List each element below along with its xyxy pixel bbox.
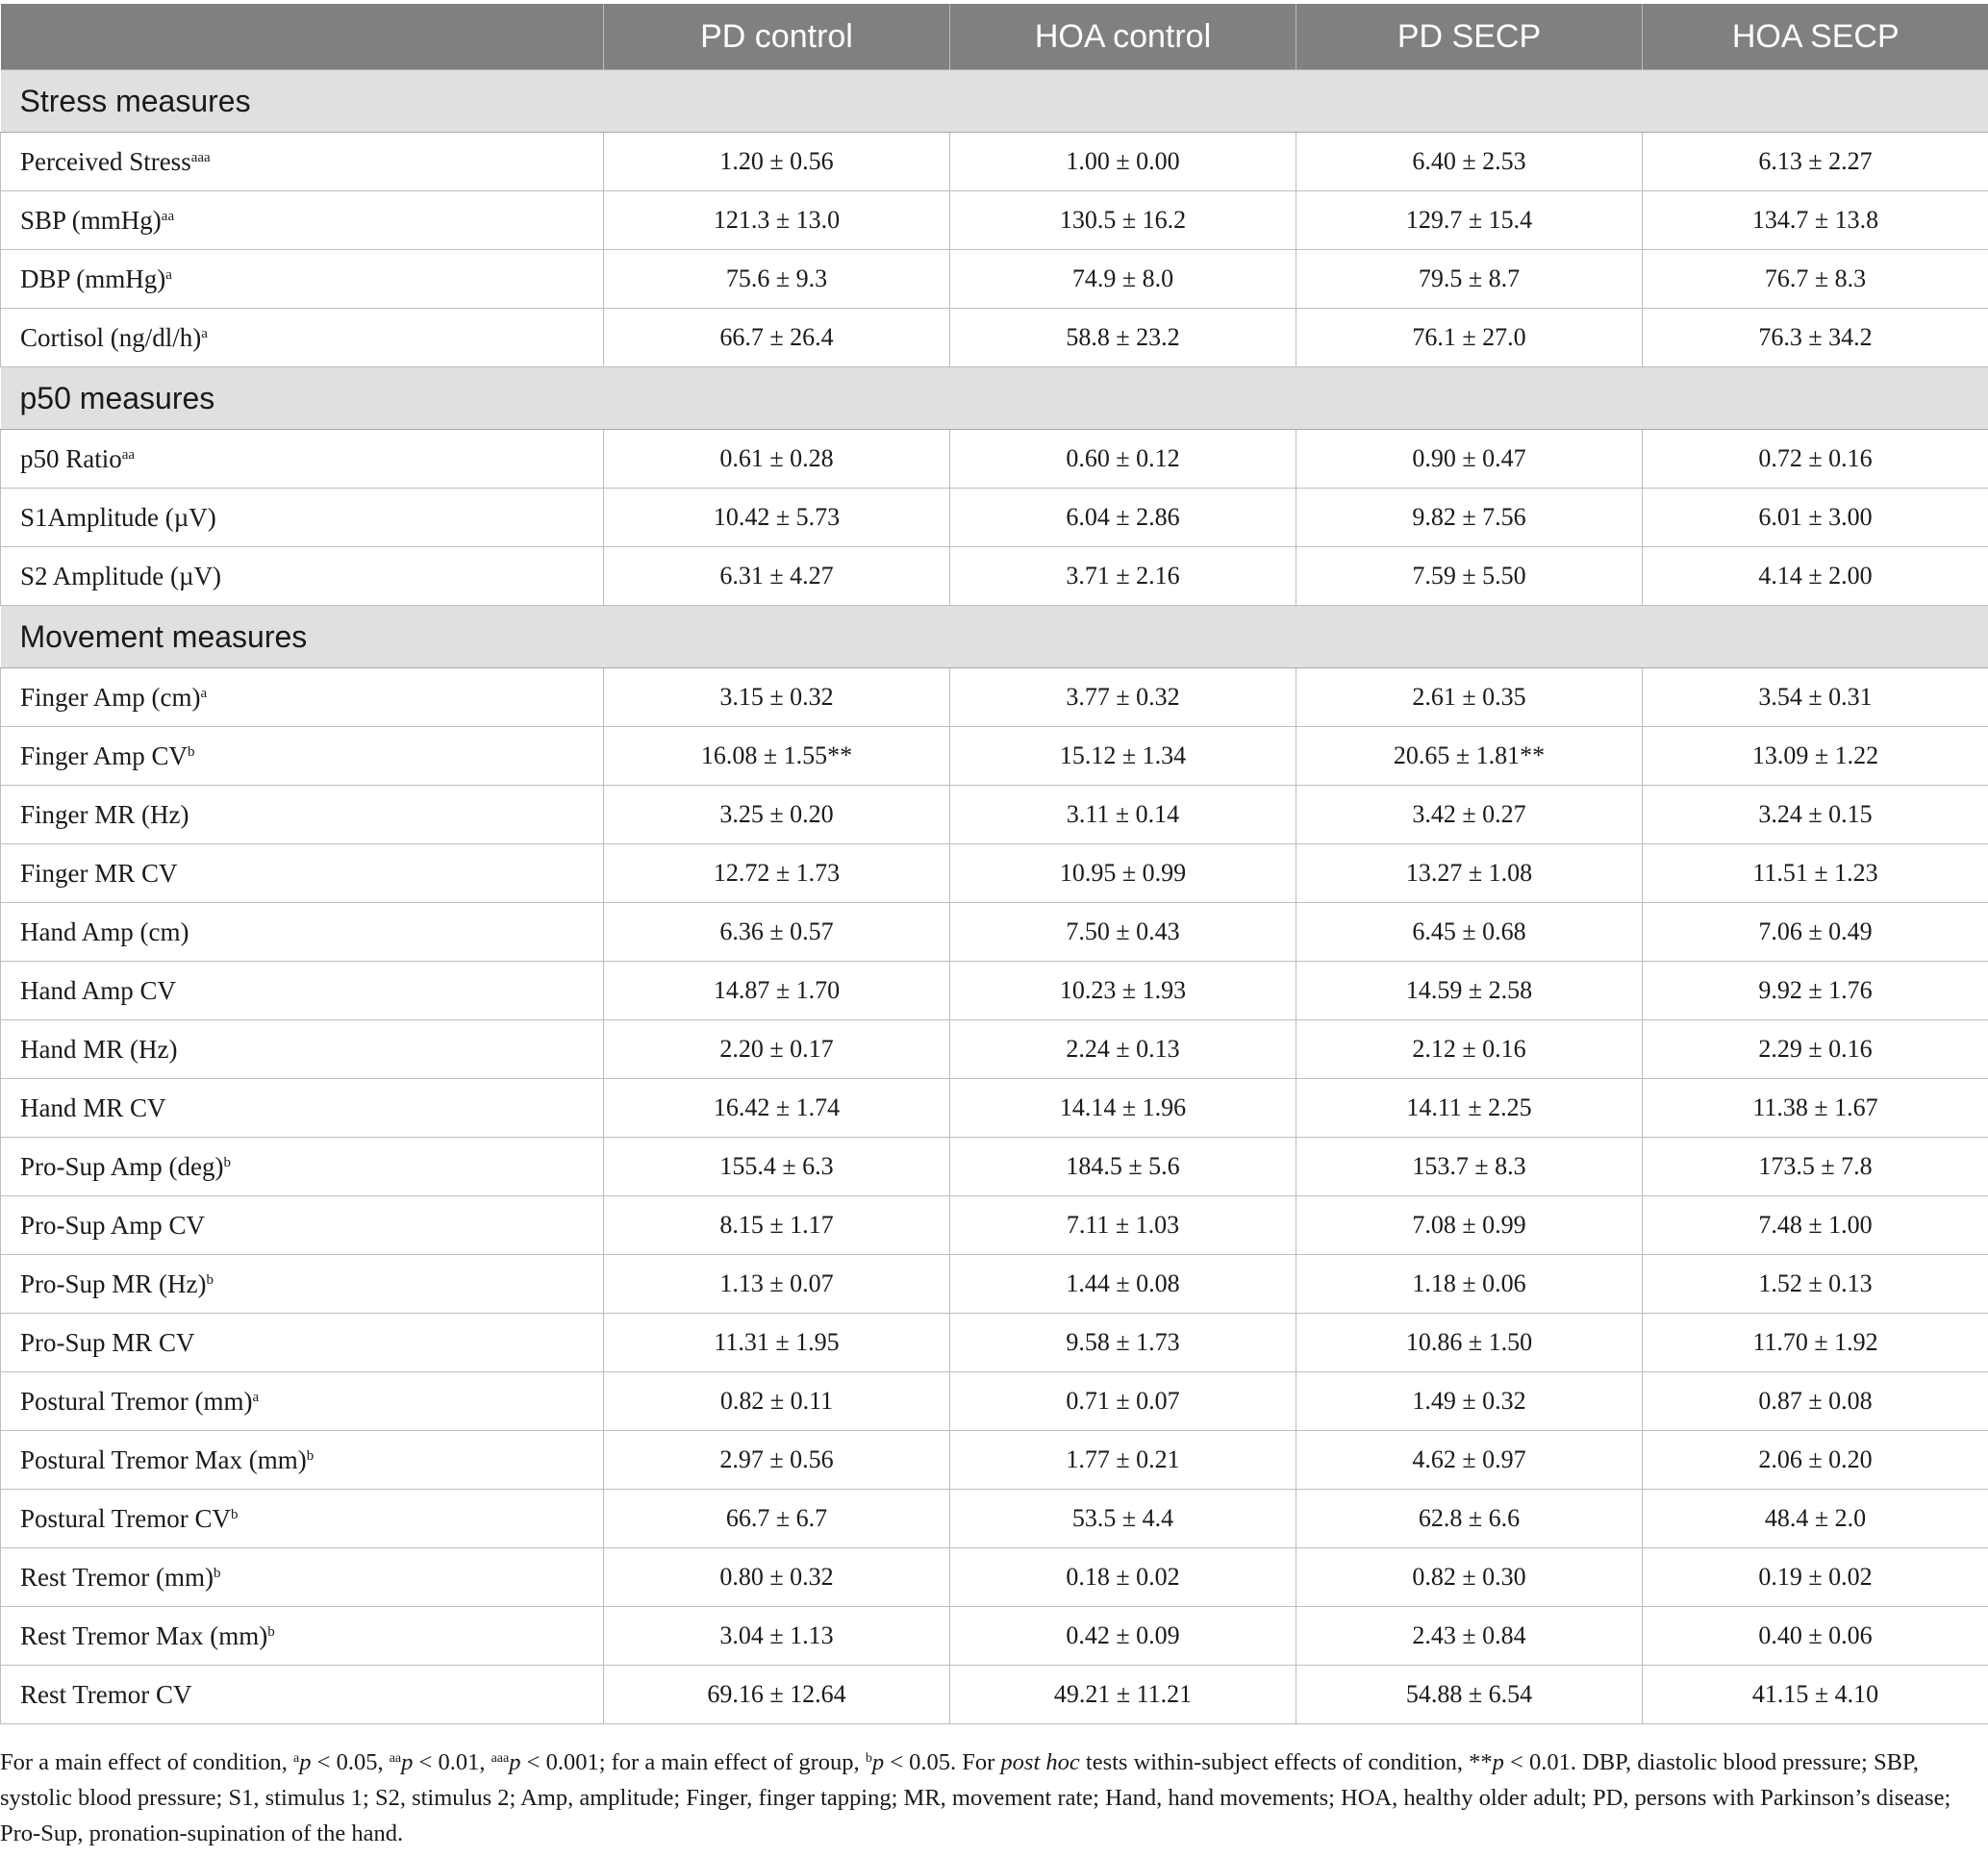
row-label-cell [1, 1666, 604, 1724]
value-cell: 11.31 ± 1.95 [604, 1314, 950, 1372]
value-cell: 0.80 ± 0.32 [604, 1548, 950, 1607]
row-label-cell [1, 668, 604, 727]
row-label: Pro-Sup Amp (deg) [20, 1151, 224, 1181]
table-row [1, 489, 1988, 547]
value-cell: 0.71 ± 0.07 [950, 1372, 1296, 1431]
footnote-sup: a [293, 1751, 300, 1766]
value-cell: 0.82 ± 0.30 [1296, 1548, 1643, 1607]
row-label-superscript: a [200, 685, 208, 701]
table-body [1, 70, 1988, 1724]
value-cell: 6.45 ± 0.68 [1296, 903, 1643, 962]
row-label-superscript: b [188, 743, 195, 760]
footnote-sup: b [865, 1751, 872, 1766]
row-label: S2 Amplitude (µV) [20, 561, 222, 590]
value-cell: 10.42 ± 5.73 [604, 489, 950, 547]
table-footnote [0, 1745, 1962, 1851]
value-cell: 0.87 ± 0.08 [1643, 1372, 1988, 1431]
header-cell-pd-secp: PD SECP [1296, 4, 1643, 70]
row-label-cell [1, 1548, 604, 1607]
value-cell: 130.5 ± 16.2 [950, 191, 1296, 250]
value-cell: 1.49 ± 0.32 [1296, 1372, 1643, 1431]
row-label: Cortisol (ng/dl/h) [20, 322, 202, 352]
footnote-p: p [509, 1749, 521, 1775]
value-cell: 4.62 ± 0.97 [1296, 1431, 1643, 1490]
row-label-cell [1, 1607, 604, 1666]
header-cell-pd-control: PD control [604, 4, 950, 70]
value-cell: 6.04 ± 2.86 [950, 489, 1296, 547]
section-title: Movement measures [1, 606, 1988, 668]
row-label-cell [1, 1138, 604, 1196]
table-row [1, 1431, 1988, 1490]
footnote-p: p [401, 1749, 414, 1775]
value-cell: 0.90 ± 0.47 [1296, 430, 1643, 489]
footnote-text: < 0.01. DBP, diastolic blood pressure; SBP, systolic blood pressure; S1, stimulus 1; S2, stimulus 2; Amp, amplitude; Finger, finger tapping; MR, movement rate; Hand, hand movements; HOA, healthy older adult; PD, persons with Parkinson’s disease; Pro-Sup, pronation-supination of the hand. [0, 1749, 1951, 1846]
value-cell: 7.50 ± 0.43 [950, 903, 1296, 962]
value-cell: 3.71 ± 2.16 [950, 547, 1296, 606]
table-row [1, 191, 1988, 250]
value-cell: 14.59 ± 2.58 [1296, 962, 1643, 1020]
value-cell: 0.82 ± 0.11 [604, 1372, 950, 1431]
row-label-cell [1, 1490, 604, 1548]
value-cell: 134.7 ± 13.8 [1643, 191, 1988, 250]
table-row [1, 547, 1988, 606]
results-table [0, 4, 1988, 1724]
value-cell: 10.86 ± 1.50 [1296, 1314, 1643, 1372]
value-cell: 49.21 ± 11.21 [950, 1666, 1296, 1724]
footnote-text: < 0.001; for a main effect of group, [520, 1749, 866, 1775]
table-row [1, 668, 1988, 727]
value-cell: 53.5 ± 4.4 [950, 1490, 1296, 1548]
value-cell: 10.95 ± 0.99 [950, 844, 1296, 903]
value-cell: 2.12 ± 0.16 [1296, 1020, 1643, 1079]
table-row [1, 1490, 1988, 1548]
value-cell: 15.12 ± 1.34 [950, 727, 1296, 786]
footnote-sup: aa [389, 1751, 402, 1766]
value-cell: 1.52 ± 0.13 [1643, 1255, 1988, 1314]
table-row [1, 1138, 1988, 1196]
value-cell: 16.42 ± 1.74 [604, 1079, 950, 1138]
row-label-cell [1, 1020, 604, 1079]
value-cell: 14.87 ± 1.70 [604, 962, 950, 1020]
table-row [1, 1372, 1988, 1431]
row-label: Rest Tremor CV [20, 1679, 192, 1709]
value-cell: 76.1 ± 27.0 [1296, 309, 1643, 367]
row-label-superscript: b [206, 1271, 214, 1288]
value-cell: 7.59 ± 5.50 [1296, 547, 1643, 606]
value-cell: 2.06 ± 0.20 [1643, 1431, 1988, 1490]
section-title: Stress measures [1, 70, 1988, 133]
value-cell: 6.31 ± 4.27 [604, 547, 950, 606]
value-cell: 75.6 ± 9.3 [604, 250, 950, 309]
value-cell: 184.5 ± 5.6 [950, 1138, 1296, 1196]
value-cell: 11.38 ± 1.67 [1643, 1079, 1988, 1138]
header-cell-hoa-secp: HOA SECP [1643, 4, 1988, 70]
value-cell: 2.43 ± 0.84 [1296, 1607, 1643, 1666]
row-label: Postural Tremor (mm) [20, 1386, 253, 1416]
footnote-text: < 0.05. For [884, 1749, 1001, 1775]
value-cell: 2.61 ± 0.35 [1296, 668, 1643, 727]
value-cell: 16.08 ± 1.55** [604, 727, 950, 786]
value-cell: 0.72 ± 0.16 [1643, 430, 1988, 489]
table-row [1, 430, 1988, 489]
row-label: Finger MR (Hz) [20, 799, 189, 829]
value-cell: 173.5 ± 7.8 [1643, 1138, 1988, 1196]
value-cell: 6.13 ± 2.27 [1643, 133, 1988, 191]
table-row [1, 1255, 1988, 1314]
table-row [1, 786, 1988, 844]
table-row [1, 1548, 1988, 1607]
value-cell: 14.14 ± 1.96 [950, 1079, 1296, 1138]
table-row [1, 1314, 1988, 1372]
value-cell: 3.15 ± 0.32 [604, 668, 950, 727]
row-label: Pro-Sup Amp CV [20, 1210, 206, 1240]
value-cell: 9.92 ± 1.76 [1643, 962, 1988, 1020]
value-cell: 1.20 ± 0.56 [604, 133, 950, 191]
value-cell: 66.7 ± 26.4 [604, 309, 950, 367]
row-label-superscript: b [267, 1623, 275, 1640]
row-label-cell [1, 309, 604, 367]
value-cell: 58.8 ± 23.2 [950, 309, 1296, 367]
value-cell: 66.7 ± 6.7 [604, 1490, 950, 1548]
header-row [1, 4, 1988, 70]
row-label: Rest Tremor Max (mm) [20, 1620, 268, 1650]
value-cell: 121.3 ± 13.0 [604, 191, 950, 250]
value-cell: 1.18 ± 0.06 [1296, 1255, 1643, 1314]
value-cell: 41.15 ± 4.10 [1643, 1666, 1988, 1724]
row-label-cell [1, 844, 604, 903]
row-label-superscript: a [252, 1389, 260, 1405]
row-label-cell [1, 786, 604, 844]
table-row [1, 727, 1988, 786]
value-cell: 2.29 ± 0.16 [1643, 1020, 1988, 1079]
row-label-cell [1, 1255, 604, 1314]
row-label: Postural Tremor Max (mm) [20, 1444, 307, 1474]
footnote-posthoc: post hoc [1000, 1749, 1080, 1775]
row-label-cell [1, 250, 604, 309]
value-cell: 2.20 ± 0.17 [604, 1020, 950, 1079]
table-row [1, 962, 1988, 1020]
row-label: Finger Amp CV [20, 741, 189, 770]
header-cell-measure [1, 4, 604, 70]
value-cell: 2.97 ± 0.56 [604, 1431, 950, 1490]
value-cell: 76.3 ± 34.2 [1643, 309, 1988, 367]
value-cell: 3.11 ± 0.14 [950, 786, 1296, 844]
value-cell: 7.11 ± 1.03 [950, 1196, 1296, 1255]
value-cell: 54.88 ± 6.54 [1296, 1666, 1643, 1724]
value-cell: 2.24 ± 0.13 [950, 1020, 1296, 1079]
value-cell: 3.54 ± 0.31 [1643, 668, 1988, 727]
value-cell: 12.72 ± 1.73 [604, 844, 950, 903]
footnote-text: < 0.05, [311, 1749, 390, 1775]
header-cell-hoa-control: HOA control [950, 4, 1296, 70]
table-row [1, 250, 1988, 309]
row-label-superscript: b [214, 1565, 221, 1581]
value-cell: 6.40 ± 2.53 [1296, 133, 1643, 191]
value-cell: 69.16 ± 12.64 [604, 1666, 950, 1724]
row-label: DBP (mmHg) [20, 264, 166, 293]
row-label-cell [1, 489, 604, 547]
row-label-cell [1, 430, 604, 489]
row-label-cell [1, 1314, 604, 1372]
row-label-cell [1, 1079, 604, 1138]
row-label-cell [1, 547, 604, 606]
value-cell: 3.24 ± 0.15 [1643, 786, 1988, 844]
value-cell: 0.18 ± 0.02 [950, 1548, 1296, 1607]
value-cell: 0.60 ± 0.12 [950, 430, 1296, 489]
row-label: Pro-Sup MR CV [20, 1327, 195, 1357]
value-cell: 0.19 ± 0.02 [1643, 1548, 1988, 1607]
value-cell: 0.40 ± 0.06 [1643, 1607, 1988, 1666]
row-label: p50 Ratio [20, 443, 122, 473]
row-label-superscript: aa [121, 446, 136, 463]
table-row [1, 133, 1988, 191]
footnote-sup: aaa [491, 1751, 510, 1766]
table-row [1, 1666, 1988, 1724]
row-label: Hand MR (Hz) [20, 1034, 178, 1064]
row-label-cell [1, 903, 604, 962]
footnote-text: < 0.01, [413, 1749, 491, 1775]
value-cell: 48.4 ± 2.0 [1643, 1490, 1988, 1548]
table-row [1, 1196, 1988, 1255]
row-label: Perceived Stress [20, 146, 191, 176]
value-cell: 6.01 ± 3.00 [1643, 489, 1988, 547]
footnote-text: For a main effect of condition, [0, 1749, 294, 1775]
value-cell: 4.14 ± 2.00 [1643, 547, 1988, 606]
row-label-cell [1, 962, 604, 1020]
row-label-superscript: aaa [190, 149, 211, 165]
value-cell: 10.23 ± 1.93 [950, 962, 1296, 1020]
value-cell: 6.36 ± 0.57 [604, 903, 950, 962]
value-cell: 1.00 ± 0.00 [950, 133, 1296, 191]
row-label: Hand MR CV [20, 1092, 166, 1122]
value-cell: 74.9 ± 8.0 [950, 250, 1296, 309]
value-cell: 1.77 ± 0.21 [950, 1431, 1296, 1490]
value-cell: 0.61 ± 0.28 [604, 430, 950, 489]
row-label-superscript: a [201, 325, 208, 341]
table-row [1, 1607, 1988, 1666]
section-row [1, 70, 1988, 133]
section-row [1, 606, 1988, 668]
table-row [1, 1020, 1988, 1079]
row-label: Postural Tremor CV [20, 1503, 232, 1533]
row-label: Hand Amp CV [20, 975, 176, 1005]
row-label-cell [1, 191, 604, 250]
row-label: Finger Amp (cm) [20, 682, 201, 712]
value-cell: 3.04 ± 1.13 [604, 1607, 950, 1666]
row-label-superscript: a [165, 266, 172, 283]
value-cell: 79.5 ± 8.7 [1296, 250, 1643, 309]
results-table-container [0, 4, 1988, 1724]
value-cell: 62.8 ± 6.6 [1296, 1490, 1643, 1548]
row-label-superscript: b [306, 1447, 315, 1464]
table-row [1, 309, 1988, 367]
row-label: SBP (mmHg) [20, 205, 162, 235]
value-cell: 11.51 ± 1.23 [1643, 844, 1988, 903]
table-row [1, 844, 1988, 903]
row-label-cell [1, 1196, 604, 1255]
value-cell: 13.27 ± 1.08 [1296, 844, 1643, 903]
footnote-text: tests within-subject effects of condition, ** [1079, 1749, 1493, 1775]
value-cell: 1.44 ± 0.08 [950, 1255, 1296, 1314]
row-label-cell [1, 1372, 604, 1431]
row-label: Rest Tremor (mm) [20, 1562, 214, 1592]
row-label: Finger MR CV [20, 858, 178, 888]
value-cell: 20.65 ± 1.81** [1296, 727, 1643, 786]
row-label-cell [1, 727, 604, 786]
value-cell: 76.7 ± 8.3 [1643, 250, 1988, 309]
section-row [1, 367, 1988, 430]
value-cell: 3.25 ± 0.20 [604, 786, 950, 844]
row-label: Pro-Sup MR (Hz) [20, 1268, 207, 1298]
value-cell: 7.48 ± 1.00 [1643, 1196, 1988, 1255]
value-cell: 7.06 ± 0.49 [1643, 903, 1988, 962]
value-cell: 0.42 ± 0.09 [950, 1607, 1296, 1666]
value-cell: 3.42 ± 0.27 [1296, 786, 1643, 844]
value-cell: 1.13 ± 0.07 [604, 1255, 950, 1314]
value-cell: 8.15 ± 1.17 [604, 1196, 950, 1255]
value-cell: 13.09 ± 1.22 [1643, 727, 1988, 786]
row-label: S1Amplitude (µV) [20, 502, 216, 532]
value-cell: 153.7 ± 8.3 [1296, 1138, 1643, 1196]
row-label-cell [1, 133, 604, 191]
value-cell: 14.11 ± 2.25 [1296, 1079, 1643, 1138]
row-label-superscript: b [231, 1506, 239, 1522]
value-cell: 9.58 ± 1.73 [950, 1314, 1296, 1372]
footnote-p: p [871, 1749, 885, 1775]
row-label: Hand Amp (cm) [20, 916, 189, 946]
row-label-cell [1, 1431, 604, 1490]
footnote-p: p [1492, 1749, 1504, 1775]
row-label-superscript: b [223, 1154, 231, 1170]
table-row [1, 1079, 1988, 1138]
value-cell: 7.08 ± 0.99 [1296, 1196, 1643, 1255]
section-title: p50 measures [1, 367, 1988, 430]
value-cell: 155.4 ± 6.3 [604, 1138, 950, 1196]
value-cell: 129.7 ± 15.4 [1296, 191, 1643, 250]
value-cell: 11.70 ± 1.92 [1643, 1314, 1988, 1372]
value-cell: 9.82 ± 7.56 [1296, 489, 1643, 547]
table-row [1, 903, 1988, 962]
footnote-p: p [299, 1749, 312, 1775]
value-cell: 3.77 ± 0.32 [950, 668, 1296, 727]
row-label-superscript: aa [161, 208, 175, 224]
